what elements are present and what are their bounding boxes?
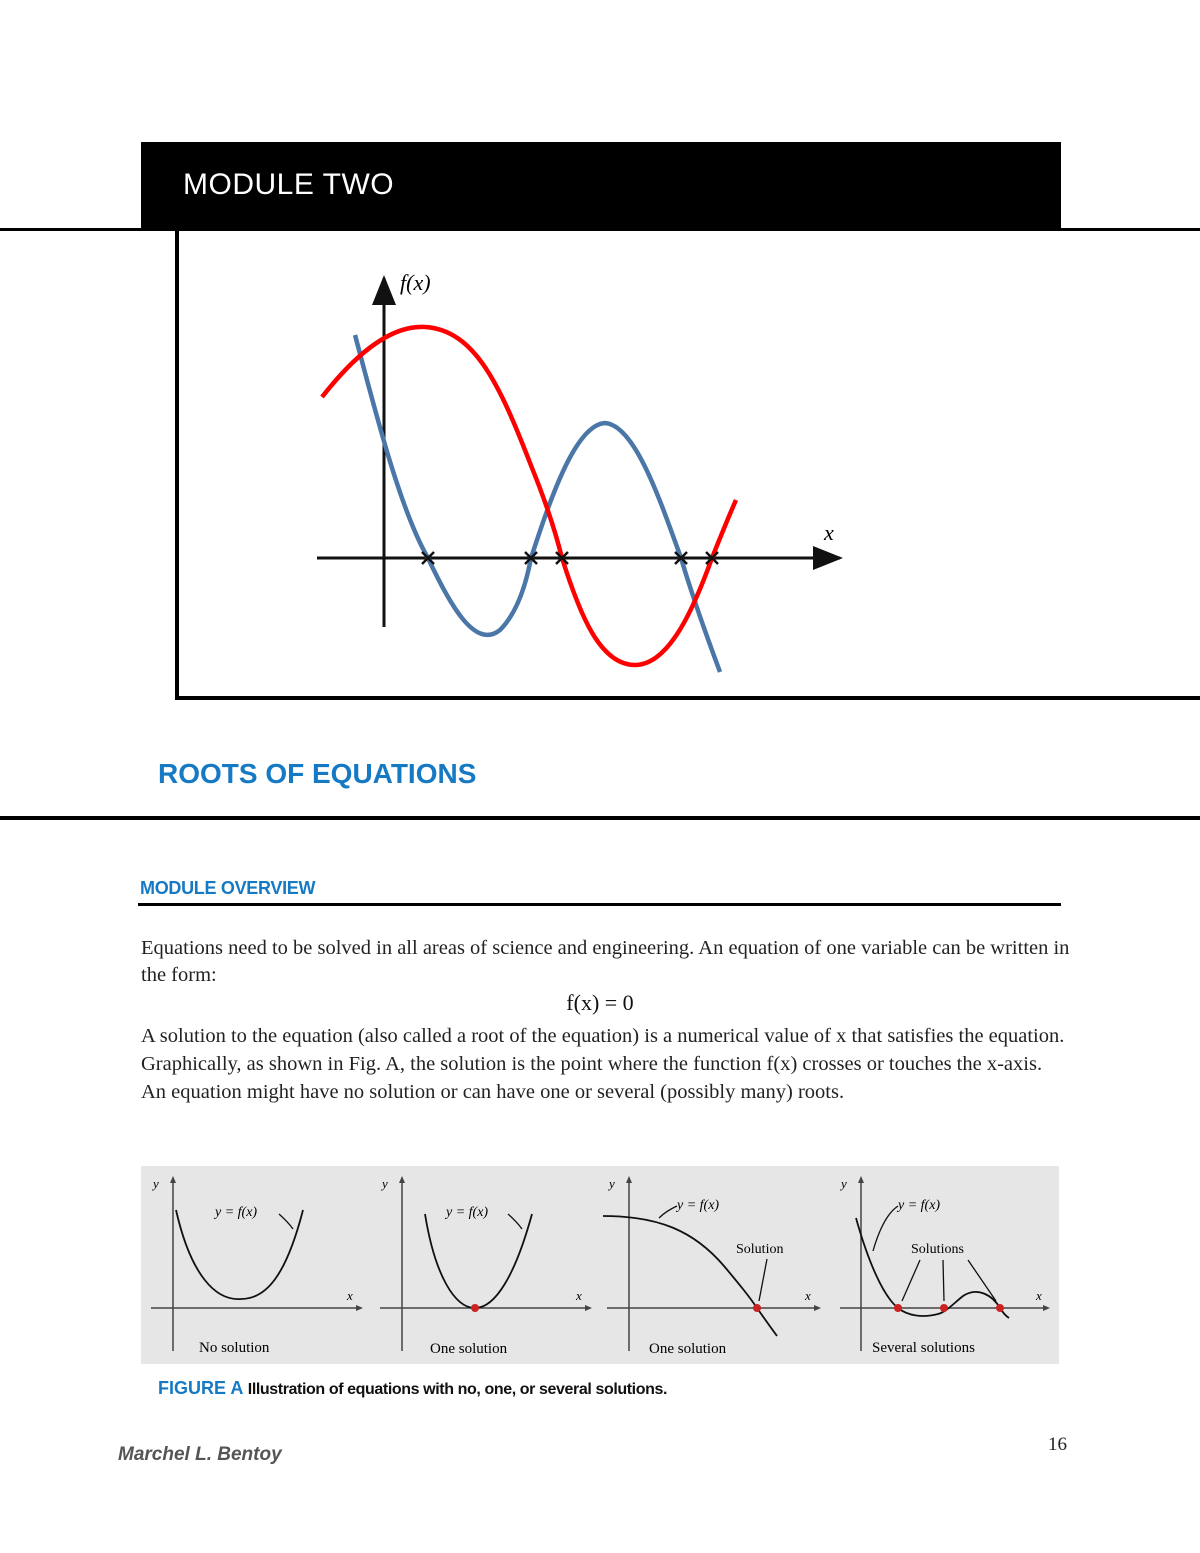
root-point bbox=[940, 1304, 948, 1312]
curve-label: y = f(x) bbox=[446, 1205, 489, 1220]
x-axis-label: x bbox=[805, 1288, 811, 1303]
page-number: 16 bbox=[1048, 1434, 1067, 1455]
root-point bbox=[753, 1304, 761, 1312]
module-label: MODULE TWO bbox=[183, 168, 395, 201]
overview-paragraph-1: Equations need to be solved in all areas of science and engineering. An equation of one variable can be written in the form: bbox=[141, 937, 1070, 986]
y-axis-label: y bbox=[841, 1176, 847, 1191]
annotation: Solution bbox=[736, 1242, 784, 1257]
root-point bbox=[996, 1304, 1004, 1312]
figure-caption-label: FIGURE A bbox=[158, 1378, 244, 1398]
overview-paragraph-2: A solution to the equation (also called a root of the equation) is a numerical value of x that satisfies the equation. Graphically, as shown in Fig. A, the solution is the point where the function f(x) crosses or touches the x-axis. An equation might have no solution or can have one or several (possibly many) roots. bbox=[141, 1025, 1065, 1103]
root-point bbox=[471, 1304, 479, 1312]
module-banner bbox=[141, 142, 1061, 230]
section-title: ROOTS OF EQUATIONS bbox=[158, 758, 477, 789]
y-axis-label: y bbox=[153, 1176, 159, 1191]
x-axis-label: x bbox=[1036, 1288, 1042, 1303]
y-axis-label: f(x) bbox=[400, 270, 431, 295]
overview-rule bbox=[138, 903, 1061, 906]
y-axis-label: y bbox=[609, 1176, 615, 1191]
x-axis-label: x bbox=[347, 1288, 353, 1303]
curve bbox=[176, 1210, 303, 1299]
overview-heading: MODULE OVERVIEW bbox=[140, 878, 316, 898]
equation: f(x) = 0 bbox=[566, 990, 634, 1015]
figure-panel-one-solution-touch bbox=[370, 1166, 599, 1364]
curve bbox=[425, 1214, 532, 1308]
y-axis-label: y bbox=[382, 1176, 388, 1191]
blue-curve bbox=[355, 335, 720, 672]
figure-panel-several-solutions bbox=[828, 1166, 1057, 1364]
x-axis-label: x bbox=[576, 1288, 582, 1303]
panel-caption: One solution bbox=[430, 1341, 508, 1357]
title-rule bbox=[0, 816, 1200, 820]
curve-label: y = f(x) bbox=[677, 1198, 720, 1213]
figure-caption-text: Illustration of equations with no, one, or several solutions. bbox=[247, 1381, 667, 1398]
panel-caption: One solution bbox=[649, 1341, 727, 1357]
author-name: Marchel L. Bentoy bbox=[118, 1444, 282, 1465]
figure-a-panel bbox=[141, 1166, 1059, 1364]
figure-panel-one-solution-cross bbox=[599, 1166, 828, 1364]
figure-panel-no-solution bbox=[141, 1166, 370, 1364]
panel-caption: No solution bbox=[199, 1340, 270, 1356]
curve-label: y = f(x) bbox=[898, 1198, 941, 1213]
annotation: Solutions bbox=[911, 1242, 964, 1257]
curve-label: y = f(x) bbox=[215, 1205, 258, 1220]
root-point bbox=[894, 1304, 902, 1312]
cover-graph bbox=[300, 260, 860, 690]
figure-caption bbox=[158, 1378, 667, 1399]
x-axis-label: x bbox=[824, 520, 834, 545]
panel-caption: Several solutions bbox=[872, 1340, 975, 1356]
